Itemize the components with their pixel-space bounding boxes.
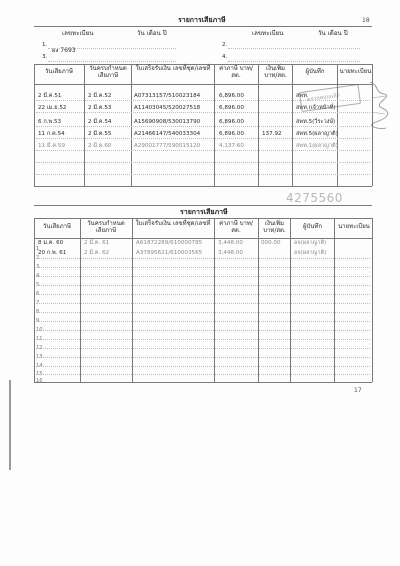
line-1: 1. [42,42,48,48]
s2-col-date: วันเสียภาษี [43,223,71,230]
s2-col-surcharge: เงินเพิ่ม บาท/สต. [263,220,286,234]
s2-row2-tax: 3,448.00 [218,250,243,256]
s2-rownum-9: 9 [36,318,40,324]
s2-row1-due: 2 มี.ค. 61 [84,240,110,246]
official-stamp [299,84,361,112]
s2-row1-receipt: A61872289/610000785 [136,240,203,246]
s1-row5-due: 2 มี.ค.60 [88,143,112,149]
s1-col-receipt: ใบเสร็จรับเงิน เลขที่ชุด/เลขที่ [135,65,211,72]
s1-row5-date: 11 มี.ค.59 [38,143,65,149]
s1-row3-recorder: สพท.5(วีระวงษ์) [296,119,336,125]
s2-row2-receipt: A37895621/610003565 [136,250,203,256]
s1-row1-date: 2 มี.ค.51 [38,93,62,99]
line-3: 3. [42,54,48,60]
s1-row4-surcharge: 137.92 [262,131,282,137]
date-label-right: วัน เดือน ปี [318,30,348,37]
section1-title: รายการเสียภาษี [178,16,226,24]
s1-col-date: วันเสียภาษี [45,68,73,75]
s1-row1-due: 2 มี.ค.52 [88,93,112,99]
s2-row1-surcharge: 000.00 [261,240,281,246]
s2-row2-due: 2 มี.ค. 62 [84,250,110,256]
s2-row2-date: 20 ก.พ. 61 [38,250,67,256]
s1-row2-due: 2 มี.ค.53 [88,105,112,111]
s1-col-due: วันครบกำหนด เสียภาษี [89,65,127,79]
date-label-left: วัน เดือน ปี [137,30,167,37]
s1-col-surcharge: เงินเพิ่ม บาท/สต. [264,65,287,79]
s2-rownum-3: 3 [36,264,40,270]
signature-scribble [368,78,390,132]
reg-label-left: เลขทะเบียน [62,30,94,37]
s2-rownum-10: 10 [36,327,43,333]
footer-number: 17 [354,387,362,394]
page-number: 18 [362,17,370,24]
s1-row2-date: 22 เม.ย.52 [38,105,67,111]
s1-row3-date: 6 ก.พ.53 [38,119,62,125]
line-2: 2. [222,42,228,48]
s1-row4-date: 11 ก.ค.54 [38,131,65,137]
s2-row2-recorder: อจ(ผลาญาติ) [294,250,327,256]
stamp-text: ตรวจสอบแล้ว [306,92,341,104]
s2-rownum-12: 12 [36,345,43,351]
s1-col-tax: ค่าภาษี บาท/สต. [219,65,253,79]
binding-edge-mark [9,380,11,470]
s1-row1-receipt: A07313157/510023184 [134,93,201,99]
section2-title: รายการเสียภาษี [180,208,228,216]
s2-rownum-5: 5 [36,282,40,288]
s2-rownum-15: 15 [36,371,43,377]
s2-rownum-14: 14 [36,363,43,369]
s1-col-registrar: นายทะเบียน [339,68,372,75]
s1-row2-tax: 6,896.00 [219,105,244,111]
s2-rownum-6: 6 [36,291,40,297]
s2-col-due: วันครบกำหนด เสียภาษี [87,220,125,234]
s2-row1-date: 8 ม.ค. 60 [38,240,64,246]
s2-rownum-2: 2 [36,255,40,261]
s1-row2-recorder: สพท.(เจ้าหน้าที่) [296,105,336,111]
s2-rownum-8: 8 [36,309,40,315]
s1-row4-due: 2 มี.ค.55 [88,131,112,137]
first-value: ผง 7693 [52,47,76,54]
s1-row4-receipt: A21466147/540033304 [134,131,201,137]
s1-row5-recorder: สพท.1(ผลาญาติ) [296,143,338,149]
s1-row4-recorder: สพท.5(ผลาญาติ) [296,131,338,137]
s1-row4-tax: 6,896.00 [219,131,244,137]
s2-rownum-1: 1 [36,246,40,252]
s2-rownum-4: 4 [36,273,40,279]
s2-rownum-16: 16 [36,378,43,384]
s1-col-recorder: ผู้บันทึก [305,68,325,75]
s2-col-tax: ค่าภาษี บาท/สต. [219,220,253,234]
s2-rownum-11: 11 [36,336,43,342]
line-4: 4. [222,54,228,60]
s2-col-recorder: ผู้บันทึก [302,223,322,230]
s2-row1-tax: 3,448.00 [218,240,243,246]
barcode-number: 4275560 [286,191,343,205]
s1-row2-receipt: A11403045/520027518 [134,105,201,111]
s1-row3-receipt: A15690908/530013790 [134,119,201,125]
s1-row1-recorder: สพท. [296,93,309,99]
s1-row3-tax: 6,896.00 [219,119,244,125]
s2-rownum-7: 7 [36,300,40,306]
s2-col-receipt: ใบเสร็จรับเงิน เลขที่ชุด/เลขที่ [135,220,211,227]
s1-row5-tax: 4,137.60 [219,143,244,149]
s1-row3-due: 2 มี.ค.54 [88,119,112,125]
s1-row1-tax: 6,896.00 [219,93,244,99]
s2-rownum-13: 13 [36,354,43,360]
s2-col-registrar: นายทะเบียน [338,223,370,230]
s2-row1-recorder: อจ(ผลาญาติ) [294,240,327,246]
reg-label-right: เลขทะเบียน [252,30,284,37]
s1-row5-receipt: A29001777/590015120 [134,143,201,149]
